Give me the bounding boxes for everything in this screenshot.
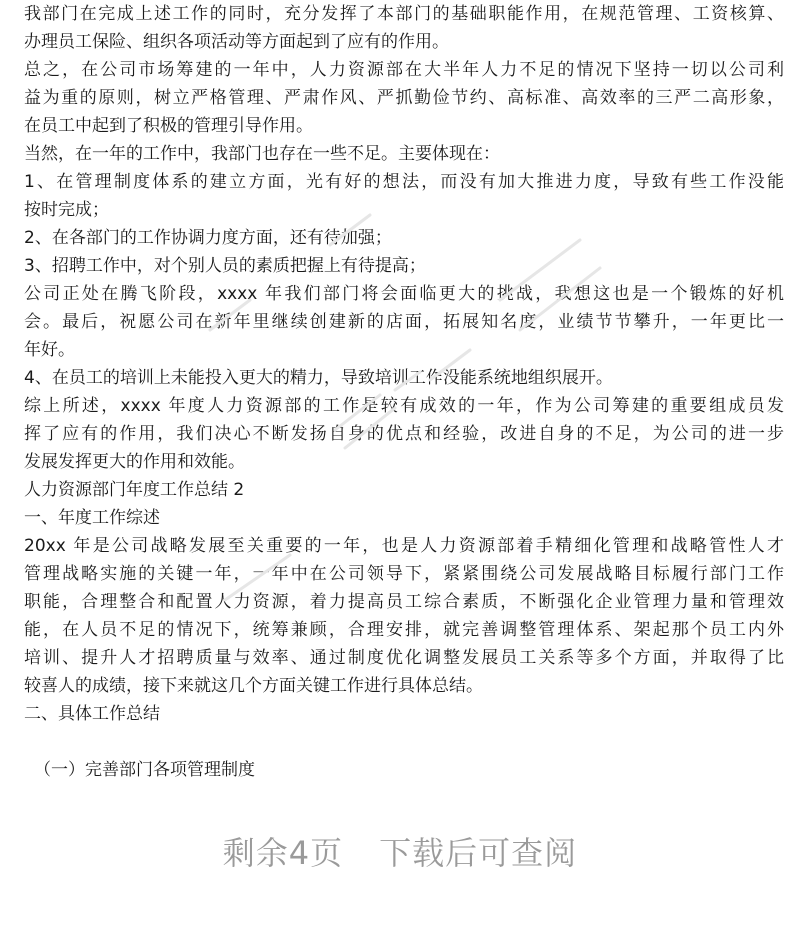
- paragraph-line: 我部门在完成上述工作的同时，充分发挥了本部门的基础职能作用，在规范管理、工资核算、: [24, 4, 784, 24]
- paragraph-line: 综上所述，xxxx 年度人力资源部的工作是较有成效的一年，作为公司筹建的重要组成员发: [24, 396, 784, 416]
- paragraph-line: 20xx 年是公司战略发展至关重要的一年，也是人力资源部着手精细化管理和战略管性人才: [24, 536, 784, 556]
- list-item-line: 按时完成；: [24, 200, 109, 220]
- paragraph-line: 益为重的原则，树立严格管理、严肃作风、严抓勤俭节约、高标准、高效率的三严二高形象，: [24, 88, 784, 108]
- paragraph-line: 培训、提升人才招聘质量与效率、通过制度优化调整发展员工关系等多个方面，并取得了比: [24, 648, 784, 668]
- remaining-pages-notice: [0, 828, 800, 878]
- paragraph-line: 总之，在公司市场筹建的一年中，人力资源部在大半年人力不足的情况下坚持一切以公司利: [24, 60, 784, 80]
- paragraph-line: 能，在人员不足的情况下，统筹兼顾，合理安排，就完善调整管理体系、架起那个员工内外: [24, 620, 784, 640]
- section-title: 人力资源部门年度工作总结 2: [24, 480, 245, 500]
- paragraph-line: 发展发挥更大的作用和效能。: [24, 452, 245, 472]
- paragraph-line: 职能，合理整合和配置人力资源，着力提高员工综合素质，不断强化企业管理力量和管理效: [24, 592, 784, 612]
- paragraph-line: 会。最后，祝愿公司在新年里继续创建新的店面，拓展知名度，业绩节节攀升，一年更比一: [24, 312, 784, 332]
- paragraph-line: 挥了应有的作用，我们决心不断发扬自身的优点和经验，改进自身的不足，为公司的进一步: [24, 424, 784, 444]
- list-item-line: 2、在各部门的工作协调力度方面，还有待加强；: [24, 228, 392, 248]
- paragraph-line: 公司正处在腾飞阶段，xxxx 年我们部门将会面临更大的挑战，我想这也是一个锻炼的好机: [24, 284, 784, 304]
- paragraph-line: 办理员工保险、组织各项活动等方面起到了应有的作用。: [24, 32, 449, 52]
- remaining-pages-text: 剩余4页: [222, 834, 344, 872]
- subsection-heading: （一）完善部门各项管理制度: [34, 760, 255, 780]
- paragraph-line: 年好。: [24, 340, 75, 360]
- list-item-line: 1、在管理制度体系的建立方面，光有好的想法，而没有加大推进力度，导致有些工作没能: [24, 172, 784, 192]
- paragraph-line: 管理战略实施的关键一年，一年中在公司领导下，紧紧围绕公司发展战略目标履行部门工作: [24, 564, 784, 584]
- section-heading: 二、具体工作总结: [24, 704, 160, 724]
- list-item-line: 4、在员工的培训上未能投入更大的精力，导致培训工作没能系统地组织展开。: [24, 368, 613, 388]
- paragraph-line: 较喜人的成绩，接下来就这几个方面关键工作进行具体总结。: [24, 676, 483, 696]
- paragraph-line: 在员工中起到了积极的管理引导作用。: [24, 116, 313, 136]
- list-item-line: 3、招聘工作中，对个别人员的素质把握上有待提高；: [24, 256, 426, 276]
- section-heading: 一、年度工作综述: [24, 508, 160, 528]
- download-to-view-text: 下载后可查阅: [379, 834, 578, 872]
- paragraph-line: 当然，在一年的工作中，我部门也存在一些不足。主要体现在：: [24, 144, 500, 164]
